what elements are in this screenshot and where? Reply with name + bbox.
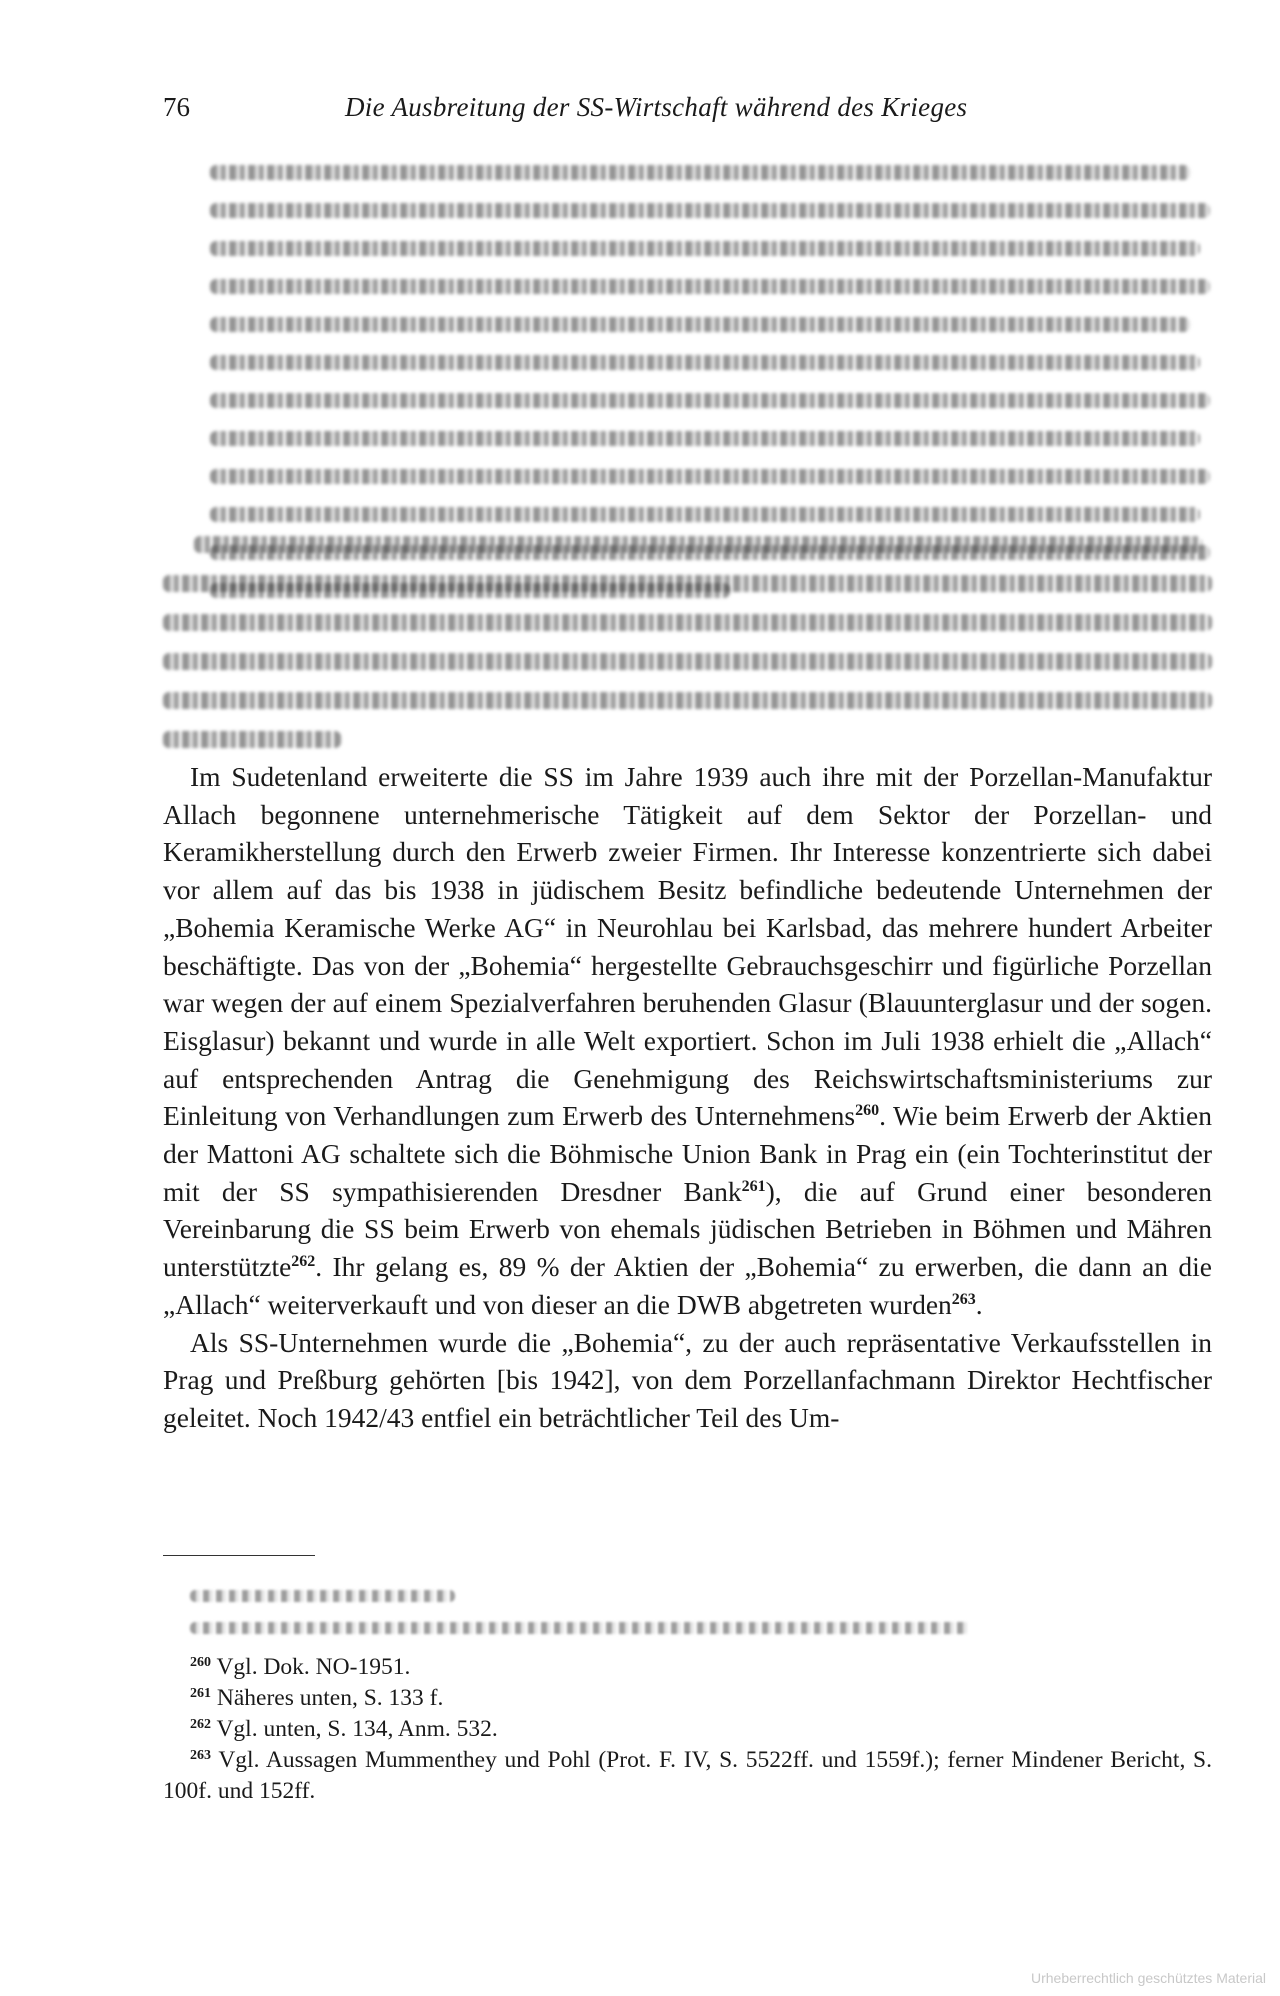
text-run: . Ihr gelang es, 89 % der Aktien der „Bohemia“ zu erwerben, die dann an die „Allach“ weiterverkauft und von dieser an die DWB abgetreten wurden [163, 1251, 1212, 1320]
text-run: Im Sudetenland erweiterte die SS im Jahre 1939 auch ihre mit der Porzellan-Manufaktur Allach begonnene unternehmerische Tätigkeit auf dem Sektor der Porzellan- und Keramikherstellung durch den Erwerb zweier Firmen. Ihr Interesse konzentrierte sich dabei vor allem auf das bis 1938 in jüdischem Besitz befindliche bedeutende Unternehmen der „Bohemia Keramische Werke AG“ in Neurohlau bei Karlsbad, das mehrere hundert Arbeiter beschäftigte. Das von der „Bohemia“ hergestellte Gebrauchsgeschirr und figürliche Porzellan war wegen der auf einem Spezialverfahren beruhenden Glasur (Blauunterglasur und der sogen. Eisglasur) bekannt und wurde in alle Welt exportiert. Schon im Juli 1938 erhielt die „Allach“ auf entsprechenden Antrag die Genehmigung des Reichswirtschaftsministeriums zur Einleitung von Verhandlungen zum Erwerb des Unternehmens [163, 761, 1212, 1132]
footnote-261 [163, 1683, 1212, 1714]
footnote-text: Vgl. Aussagen Mummenthey und Pohl (Prot. F. IV, S. 5522ff. und 1559f.); ferner Mindener Bericht, S. 100f. und 152ff. [163, 1747, 1213, 1804]
page-number: 76 [163, 92, 190, 122]
text-run: . Wie beim Erwerb der Aktien der Mattoni AG schaltete sich die Böhmische Union Bank in Prag ein (ein Tochterinstitut der mit der SS sympathisierenden Dresdner Bank [163, 1100, 1212, 1207]
footnote-260 [163, 1652, 1212, 1683]
footnote-text: Näheres unten, S. 133 f. [216, 1685, 444, 1711]
page-header [163, 92, 1212, 132]
running-title: Die Ausbreitung der SS-Wirtschaft während des Krieges [345, 92, 968, 122]
paragraph [163, 758, 1212, 1324]
footnote-number: 261 [190, 1686, 211, 1701]
footnote-ref: 262 [291, 1253, 316, 1271]
footnote-number: 262 [190, 1717, 211, 1732]
footnote-ref: 260 [855, 1102, 880, 1120]
text-run: ), die auf Grund einer besonderen Vereinbarung die SS beim Erwerb von ehemals jüdischen Betrieben in Böhmen und Mähren unterstützte [163, 1175, 1213, 1283]
paragraph: Als SS-Unternehmen wurde die „Bohemia“, zu der auch repräsentative Verkaufsstellen in Prag und Preßburg gehörten [bis 1942], von dem Porzellanfachmann Direktor Hechtfischer geleitet. Noch 1942/43 entfiel ein beträchtlicher Teil des Um- [163, 1326, 1212, 1433]
footnote-262 [163, 1714, 1212, 1745]
footnotes [163, 1652, 1212, 1807]
footnote-divider [163, 1555, 315, 1556]
footnote-ref: 261 [741, 1177, 766, 1195]
redacted-footnote [190, 1590, 970, 1654]
text-run: . [975, 1288, 983, 1320]
footnote-number: 260 [190, 1655, 211, 1670]
footnote-263 [163, 1745, 1212, 1807]
footnote-number: 263 [190, 1748, 211, 1763]
footnote-text: Vgl. Dok. NO-1951. [216, 1654, 411, 1680]
redacted-block [163, 536, 1212, 770]
footnote-text: Vgl. unten, S. 134, Anm. 532. [216, 1716, 498, 1742]
body-text [163, 758, 1212, 1437]
copyright-watermark: Urheberrechtlich geschütztes Material [1031, 1970, 1266, 1986]
footnote-ref: 263 [951, 1290, 976, 1308]
